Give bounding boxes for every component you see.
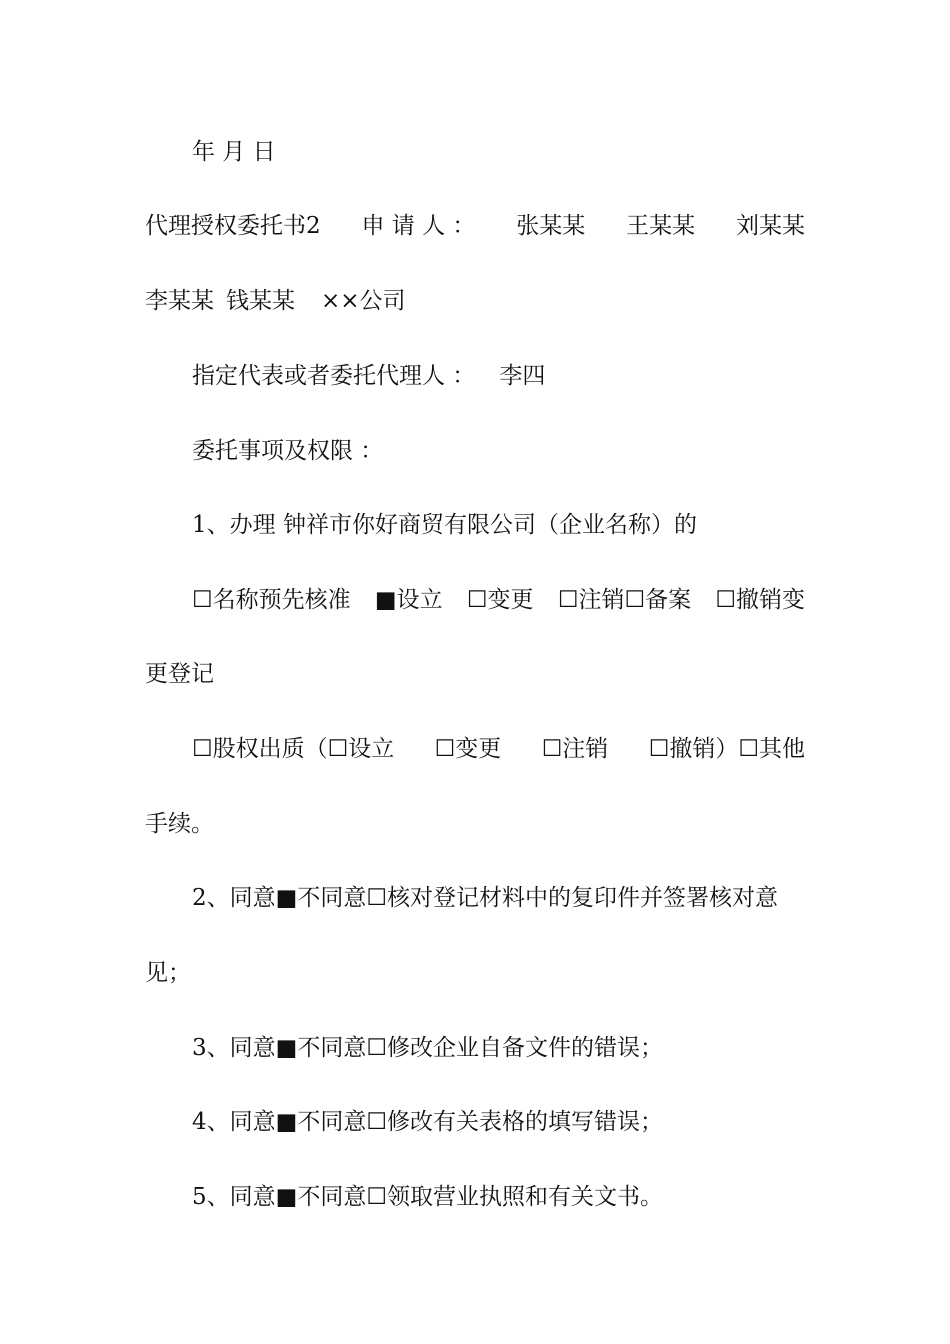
document-title: 代理授权委托书2 (145, 213, 321, 239)
option-text: ☐变更 (466, 587, 534, 613)
option-text: ☐撤销）☐其他 (648, 736, 805, 762)
item-1-options-line-1 (192, 585, 805, 615)
applicant-label: 申 请 人 ： (361, 213, 476, 239)
title-applicant-line (145, 211, 805, 241)
date-line: 年 月 日 (192, 139, 276, 165)
option-text: ☐注销 (541, 736, 609, 762)
applicant-name: 刘某某 (735, 213, 805, 239)
option-text: ☐变更 (434, 736, 502, 762)
item-1-options-line-1-cont: 更登记 (145, 661, 214, 687)
applicant-name: 王某某 (626, 213, 696, 239)
item-3: 3、同意■不同意☐修改企业自备文件的错误； (192, 1035, 663, 1061)
item-2-cont: 见； (145, 960, 191, 986)
item-5: 5、同意■不同意☐领取营业执照和有关文书。 (192, 1184, 663, 1210)
item-4: 4、同意■不同意☐修改有关表格的填写错误； (192, 1109, 663, 1135)
agent-line (192, 361, 805, 391)
item-1-options-line-2-cont: 手续。 (145, 811, 214, 837)
option-text: ☐股权出质（☐设立 (192, 736, 395, 762)
applicants-line-2 (145, 286, 805, 316)
option-text: ■设立 (374, 587, 443, 613)
item-2: 2、同意■不同意☐核对登记材料中的复印件并签署核对意 (192, 885, 778, 911)
agent-label: 指定代表或者委托代理人 ： (192, 363, 476, 389)
item-1: 1、办理 钟祥市你好商贸有限公司（企业名称）的 (192, 512, 697, 538)
applicant-name: 钱某某 (226, 288, 295, 314)
matters-label: 委托事项及权限 ： (192, 438, 384, 464)
applicant-name: 张某某 (516, 213, 586, 239)
option-text: ☐名称预先核准 (192, 587, 351, 613)
item-1-options-line-2 (192, 734, 805, 764)
applicant-company: ××公司 (321, 288, 406, 314)
applicant-name: 李某某 (145, 288, 214, 314)
option-text: ☐注销☐备案 (557, 587, 692, 613)
option-text: ☐撤销变 (715, 587, 805, 613)
agent-name: 李四 (499, 363, 546, 389)
